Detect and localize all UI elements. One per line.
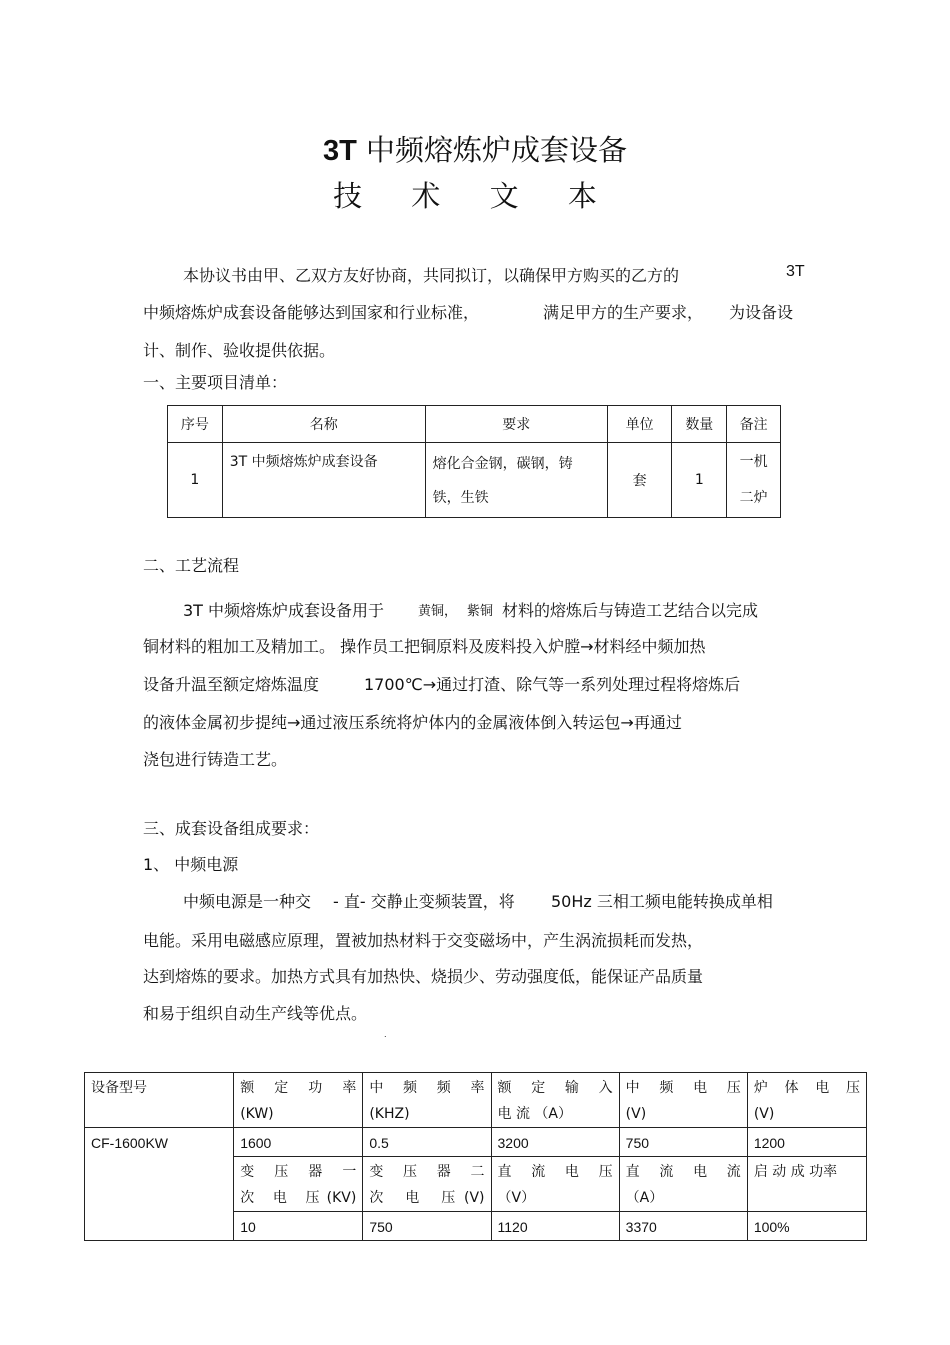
intro-line-2c: 为设备设 xyxy=(729,303,794,322)
header-cell: 备注 xyxy=(727,406,781,443)
spec-header-cell xyxy=(491,1073,619,1128)
spec-header-line: 额 定 功 率 xyxy=(240,1080,357,1096)
spec-header-unit: （V） xyxy=(497,1190,536,1206)
process-line-1b: 黄铜， xyxy=(418,604,458,619)
spec-value: 10 xyxy=(234,1212,363,1241)
row-qty: 1 xyxy=(672,443,727,518)
intro-line-2b: 满足甲方的生产要求， xyxy=(543,303,704,322)
spec-header-line: 直 流 电 压 xyxy=(497,1164,613,1180)
section-heading-3: 三、成套设备组成要求： xyxy=(143,819,320,838)
spec-value: 750 xyxy=(363,1212,491,1241)
spec-header-line: 中 频 频 率 xyxy=(369,1080,485,1096)
power-line-4: 和易于组织自动生产线等优点。 xyxy=(143,1004,368,1023)
spec-header-cell xyxy=(363,1073,491,1128)
spec-header-unit: (KW) xyxy=(240,1106,274,1122)
row-name: 3T 中频熔炼炉成套设备 xyxy=(222,443,425,518)
intro-line-2a: 中频熔炼炉成套设备能够达到国家和行业标准， xyxy=(143,303,480,322)
row-no: 1 xyxy=(168,443,223,518)
section-heading-1: 一、主要项目清单： xyxy=(143,373,288,392)
spec-header-line: 炉 体 电 压 xyxy=(753,1080,860,1096)
spec-value: 3200 xyxy=(491,1128,619,1157)
note-line-2: 二炉 xyxy=(739,490,768,506)
power-line-2: 电能。采用电磁感应原理，置被加热材料于交变磁场中，产生涡流损耗而发热， xyxy=(143,931,704,950)
intro-line-1b: 3T xyxy=(786,263,805,280)
spec-header-cell xyxy=(747,1157,866,1212)
power-line-3: 达到熔炼的要求。加热方式具有加热快、烧损少、劳动强度低，能保证产品质量 xyxy=(143,967,704,986)
subsection-heading-1: 1、 中频电源 xyxy=(143,855,239,874)
header-cell: 数量 xyxy=(672,406,727,443)
table-header-row xyxy=(168,406,781,443)
process-line-2: 铜材料的粗加工及精加工。 操作员工把铜原料及废料投入炉膛→材料经中频加热 xyxy=(143,637,706,656)
spec-header-unit: (V) xyxy=(753,1106,775,1122)
spec-header-line: 启 动 成 功率 xyxy=(753,1164,838,1180)
spec-value: 3370 xyxy=(619,1212,747,1241)
header-cell: 名称 xyxy=(222,406,425,443)
spec-header-line: 变 压 器 二 xyxy=(369,1164,485,1180)
spec-header-line: 直 流 电 流 xyxy=(625,1164,741,1180)
spec-header-cell xyxy=(363,1157,491,1212)
spec-value-row-1 xyxy=(85,1128,867,1157)
spec-header-unit: 电 流 （A） xyxy=(497,1106,572,1122)
process-line-3a: 设备升温至额定熔炼温度 xyxy=(143,675,320,694)
spec-header-cell xyxy=(491,1157,619,1212)
spec-header-unit: 次 电 压(KV) xyxy=(240,1190,357,1206)
stray-dot: . xyxy=(384,1030,387,1039)
process-line-1d: 材料的熔炼后与铸造工艺结合以完成 xyxy=(502,601,759,620)
header-cell: 单位 xyxy=(607,406,672,443)
spec-value: 0.5 xyxy=(363,1128,491,1157)
spec-header-line: 中 频 电 压 xyxy=(625,1080,741,1096)
header-cell: 要求 xyxy=(425,406,607,443)
project-list-table xyxy=(167,405,781,518)
spec-value: 1600 xyxy=(234,1128,363,1157)
intro-line-1a: 本协议书由甲、乙双方友好协商，共同拟订，以确保甲方购买的乙方的 xyxy=(183,266,680,285)
spec-header-unit: （A） xyxy=(625,1190,664,1206)
intro-line-3: 计、制作、验收提供依据。 xyxy=(143,341,336,360)
spec-header-cell xyxy=(619,1073,747,1128)
spec-value: 1200 xyxy=(747,1128,866,1157)
spec-value: 100% xyxy=(747,1212,866,1241)
spec-header-line: 变 压 器 一 xyxy=(240,1164,357,1180)
power-line-1b: - 直- 交静止变频装置，将 xyxy=(333,892,515,911)
power-line-1a: 中频电源是一种交 xyxy=(183,892,312,911)
spec-header-row-1 xyxy=(85,1073,867,1128)
section-heading-2: 二、工艺流程 xyxy=(143,556,240,575)
document-title xyxy=(0,128,950,169)
requirement-line-1: 熔化合金钢，碳钢，铸 xyxy=(432,456,573,472)
spec-header-cell xyxy=(619,1157,747,1212)
spec-header-cell xyxy=(747,1073,866,1128)
row-requirement xyxy=(425,443,607,518)
process-line-5: 浇包进行铸造工艺。 xyxy=(143,750,288,769)
model-cell: CF-1600KW xyxy=(85,1128,234,1241)
row-unit: 套 xyxy=(607,443,672,518)
process-line-3b: 1700℃→通过打渣、除气等一系列处理过程将熔炼后 xyxy=(364,675,741,694)
row-note xyxy=(727,443,781,518)
power-line-1c: 50Hz 三相工频电能转换成单相 xyxy=(551,892,773,911)
title-text: 中频熔炼炉成套设备 xyxy=(366,133,628,167)
document-subtitle: 技 术 文 本 xyxy=(333,179,617,213)
model-label-cell: 设备型号 xyxy=(85,1073,234,1128)
spec-header-unit: 次 电 压(V) xyxy=(369,1190,485,1206)
spec-header-unit: (V) xyxy=(625,1106,647,1122)
power-spec-table xyxy=(84,1072,867,1241)
requirement-line-2: 铁，生铁 xyxy=(432,490,489,506)
header-cell: 序号 xyxy=(168,406,223,443)
table-row xyxy=(168,443,781,518)
spec-value: 750 xyxy=(619,1128,747,1157)
process-line-4: 的液体金属初步提纯→通过液压系统将炉体内的金属液体倒入转运包→再通过 xyxy=(143,713,682,732)
note-line-1: 一机 xyxy=(739,454,768,470)
spec-header-cell xyxy=(234,1157,363,1212)
spec-header-line: 额 定 输 入 xyxy=(497,1080,613,1096)
title-prefix: 3T xyxy=(322,135,357,167)
spec-header-unit: (KHZ) xyxy=(369,1106,410,1122)
spec-value: 1120 xyxy=(491,1212,619,1241)
process-line-1a: 3T 中频熔炼炉成套设备用于 xyxy=(183,601,385,620)
process-line-1c: 紫铜 xyxy=(467,604,494,619)
spec-header-cell xyxy=(234,1073,363,1128)
